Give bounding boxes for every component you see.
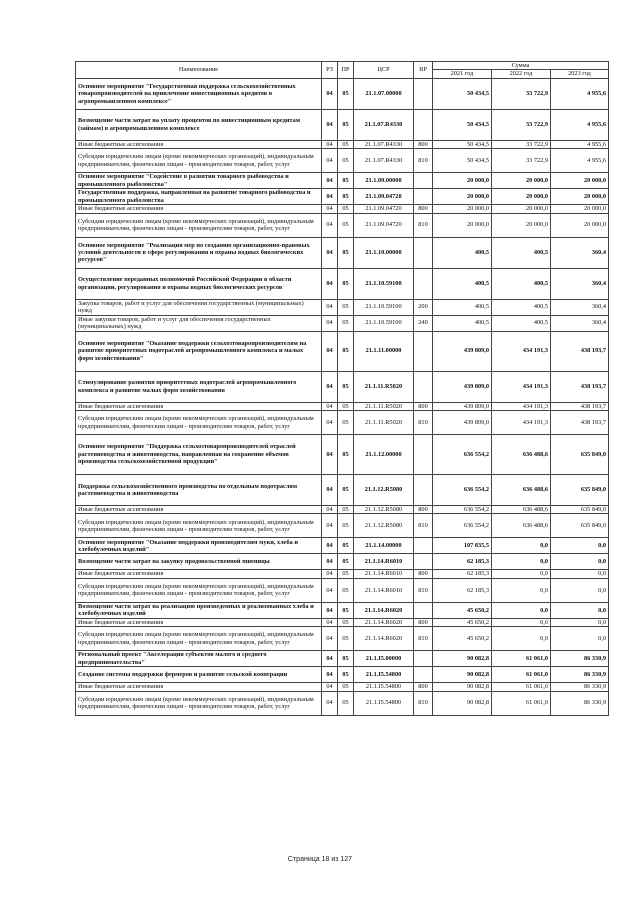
cell-2023: 20 000,0 <box>551 213 609 237</box>
cell-vr: 810 <box>414 411 433 435</box>
cell-pr: 05 <box>338 435 354 475</box>
cell-2021: 439 809,0 <box>433 402 492 410</box>
cell-pr: 05 <box>338 618 354 626</box>
cell-2021: 50 434,5 <box>433 109 492 140</box>
table-row <box>76 506 609 514</box>
table-row <box>76 538 609 554</box>
table-row <box>76 578 609 602</box>
cell-pr: 05 <box>338 506 354 514</box>
cell-csr: 21.1.I5.00000 <box>354 651 414 667</box>
cell-name: Основное мероприятие "Реализация мер по созданию организационно-правовых условий деятельности в сфере регулирования и охраны водных биологических ресурсов" <box>76 237 322 268</box>
cell-name: Государственная поддержка, направленная на развитие товарного рыбоводства и промышленного рыболовства <box>76 189 322 205</box>
cell-pr: 05 <box>338 213 354 237</box>
cell-rz: 04 <box>322 554 338 570</box>
cell-2021: 400,5 <box>433 315 492 331</box>
cell-vr: 810 <box>414 149 433 173</box>
cell-vr <box>414 538 433 554</box>
cell-2022: 434 191,3 <box>492 331 551 371</box>
cell-pr: 05 <box>338 538 354 554</box>
cell-csr: 21.1.12.R5080 <box>354 506 414 514</box>
cell-vr: 240 <box>414 315 433 331</box>
cell-csr: 21.1.12.00000 <box>354 435 414 475</box>
cell-name: Основное мероприятие "Поддержка сельхозтоваропроизводителей отраслей растениеводства и животноводства, направленная на сохранение объемов производства сельскохозяйственной продукции" <box>76 435 322 475</box>
cell-2022: 33 722,9 <box>492 140 551 148</box>
cell-2021: 636 554,2 <box>433 506 492 514</box>
cell-2023: 20 000,0 <box>551 189 609 205</box>
cell-2023: 4 955,6 <box>551 140 609 148</box>
cell-name: Возмещение части затрат на реализацию произведенных и реализованных хлеба и хлебобулочных изделий <box>76 602 322 618</box>
cell-vr: 810 <box>414 627 433 651</box>
cell-rz: 04 <box>322 435 338 475</box>
cell-csr: 21.1.10.59100 <box>354 315 414 331</box>
cell-csr: 21.1.11.R5020 <box>354 402 414 410</box>
cell-2023: 635 849,0 <box>551 506 609 514</box>
header-csr: ЦСР <box>354 62 414 79</box>
cell-name: Поддержка сельскохозяйственного производства по отдельным подотраслям растениеводства и животноводства <box>76 475 322 506</box>
cell-2023: 20 000,0 <box>551 205 609 213</box>
cell-rz: 04 <box>322 315 338 331</box>
cell-rz: 04 <box>322 602 338 618</box>
cell-2023: 0,0 <box>551 538 609 554</box>
cell-2021: 400,5 <box>433 268 492 299</box>
cell-name: Иные бюджетные ассигнования <box>76 140 322 148</box>
cell-rz: 04 <box>322 618 338 626</box>
cell-pr: 05 <box>338 627 354 651</box>
cell-2022: 0,0 <box>492 627 551 651</box>
cell-name: Субсидии юридическим лицам (кроме некоммерческих организаций), индивидуальным предпринимателям, физическим лицам - производителям товаров, работ, услуг <box>76 578 322 602</box>
cell-2022: 0,0 <box>492 570 551 578</box>
cell-vr: 810 <box>414 213 433 237</box>
cell-name: Основное мероприятие "Оказание поддержки сельхозтоваропроизводителям на развитие приоритетных подотраслей агропромышленного комплекса и малых форм хозяйствования" <box>76 331 322 371</box>
cell-rz: 04 <box>322 189 338 205</box>
cell-2022: 636 488,6 <box>492 514 551 538</box>
cell-csr: 21.1.14.R6010 <box>354 570 414 578</box>
table-row <box>76 315 609 331</box>
cell-vr: 800 <box>414 618 433 626</box>
budget-table <box>75 61 609 716</box>
cell-csr: 21.1.07.R4330 <box>354 140 414 148</box>
cell-rz: 04 <box>322 538 338 554</box>
cell-vr: 810 <box>414 578 433 602</box>
cell-2023: 86 330,9 <box>551 667 609 683</box>
table-row <box>76 475 609 506</box>
cell-csr: 21.1.11.00000 <box>354 331 414 371</box>
cell-2022: 400,5 <box>492 268 551 299</box>
cell-vr <box>414 268 433 299</box>
table-row <box>76 411 609 435</box>
table-row <box>76 237 609 268</box>
cell-2022: 20 000,0 <box>492 189 551 205</box>
cell-name: Субсидии юридическим лицам (кроме некоммерческих организаций), индивидуальным предпринимателям, физическим лицам - производителям товаров, работ, услуг <box>76 213 322 237</box>
cell-pr: 05 <box>338 651 354 667</box>
cell-vr <box>414 109 433 140</box>
cell-vr: 810 <box>414 691 433 715</box>
table-row <box>76 140 609 148</box>
cell-csr: 21.1.14.R6020 <box>354 618 414 626</box>
table-row <box>76 205 609 213</box>
cell-csr: 21.1.10.59100 <box>354 299 414 315</box>
cell-vr <box>414 189 433 205</box>
cell-pr: 05 <box>338 667 354 683</box>
cell-rz: 04 <box>322 237 338 268</box>
cell-2023: 4 955,6 <box>551 78 609 109</box>
table-row <box>76 651 609 667</box>
table-row <box>76 78 609 109</box>
cell-rz: 04 <box>322 514 338 538</box>
cell-2022: 636 488,6 <box>492 475 551 506</box>
cell-name: Иные бюджетные ассигнования <box>76 570 322 578</box>
table-row <box>76 371 609 402</box>
cell-name: Иные закупки товаров, работ и услуг для обеспечения государственных (муниципальных) нужд <box>76 315 322 331</box>
cell-name: Иные бюджетные ассигнования <box>76 402 322 410</box>
header-year-2023: 2023 год <box>551 70 609 78</box>
cell-vr: 800 <box>414 140 433 148</box>
cell-rz: 04 <box>322 149 338 173</box>
cell-2022: 61 061,0 <box>492 691 551 715</box>
cell-2023: 86 330,9 <box>551 651 609 667</box>
cell-2021: 45 650,2 <box>433 627 492 651</box>
cell-2023: 4 955,6 <box>551 149 609 173</box>
cell-pr: 05 <box>338 78 354 109</box>
table-row <box>76 109 609 140</box>
cell-2021: 636 554,2 <box>433 475 492 506</box>
cell-2022: 20 000,0 <box>492 205 551 213</box>
cell-pr: 05 <box>338 331 354 371</box>
cell-2022: 0,0 <box>492 578 551 602</box>
cell-pr: 05 <box>338 371 354 402</box>
cell-2022: 61 061,0 <box>492 683 551 691</box>
cell-pr: 05 <box>338 578 354 602</box>
cell-2023: 360,4 <box>551 268 609 299</box>
cell-2023: 86 330,9 <box>551 691 609 715</box>
cell-2022: 400,5 <box>492 299 551 315</box>
cell-vr: 200 <box>414 299 433 315</box>
cell-2023: 635 849,0 <box>551 514 609 538</box>
cell-csr: 21.1.11.R5020 <box>354 411 414 435</box>
table-row <box>76 683 609 691</box>
cell-2022: 33 722,9 <box>492 78 551 109</box>
cell-rz: 04 <box>322 331 338 371</box>
cell-pr: 05 <box>338 514 354 538</box>
cell-csr: 21.1.12.R5080 <box>354 475 414 506</box>
cell-2022: 434 191,3 <box>492 371 551 402</box>
cell-2022: 61 061,0 <box>492 651 551 667</box>
cell-csr: 21.1.I5.54800 <box>354 691 414 715</box>
table-row <box>76 435 609 475</box>
header-pr: ПР <box>338 62 354 79</box>
cell-2021: 62 185,3 <box>433 554 492 570</box>
cell-2023: 438 193,7 <box>551 371 609 402</box>
cell-pr: 05 <box>338 691 354 715</box>
cell-name: Иные бюджетные ассигнования <box>76 618 322 626</box>
cell-2021: 50 434,5 <box>433 78 492 109</box>
cell-2023: 0,0 <box>551 578 609 602</box>
cell-csr: 21.1.09.04720 <box>354 213 414 237</box>
cell-2021: 400,5 <box>433 237 492 268</box>
table-row <box>76 173 609 189</box>
cell-2022: 434 191,3 <box>492 411 551 435</box>
cell-name: Субсидии юридическим лицам (кроме некоммерческих организаций), индивидуальным предпринимателям, физическим лицам - производителям товаров, работ, услуг <box>76 691 322 715</box>
cell-pr: 05 <box>338 205 354 213</box>
cell-vr: 800 <box>414 506 433 514</box>
cell-rz: 04 <box>322 205 338 213</box>
cell-pr: 05 <box>338 268 354 299</box>
table-row <box>76 213 609 237</box>
cell-rz: 04 <box>322 78 338 109</box>
cell-2021: 90 082,8 <box>433 667 492 683</box>
cell-2022: 0,0 <box>492 554 551 570</box>
cell-2022: 0,0 <box>492 602 551 618</box>
header-name: Наименование <box>76 62 322 79</box>
cell-pr: 05 <box>338 149 354 173</box>
cell-csr: 21.1.14.R6010 <box>354 554 414 570</box>
header-vr: ВР <box>414 62 433 79</box>
cell-pr: 05 <box>338 173 354 189</box>
table-body <box>76 78 609 715</box>
cell-2022: 434 191,3 <box>492 402 551 410</box>
cell-name: Иные бюджетные ассигнования <box>76 506 322 514</box>
cell-csr: 21.1.14.R6010 <box>354 578 414 602</box>
cell-2021: 636 554,2 <box>433 435 492 475</box>
header-year-2021: 2021 год <box>433 70 492 78</box>
cell-name: Субсидии юридическим лицам (кроме некоммерческих организаций), индивидуальным предпринимателям, физическим лицам - производителям товаров, работ, услуг <box>76 514 322 538</box>
cell-rz: 04 <box>322 651 338 667</box>
cell-rz: 04 <box>322 140 338 148</box>
cell-2021: 62 185,3 <box>433 578 492 602</box>
cell-name: Субсидии юридическим лицам (кроме некоммерческих организаций), индивидуальным предпринимателям, физическим лицам - производителям товаров, работ, услуг <box>76 149 322 173</box>
cell-pr: 05 <box>338 109 354 140</box>
cell-name: Стимулирование развития приоритетных подотраслей агропромышленного комплекса и развитие малых форм хозяйствования <box>76 371 322 402</box>
cell-pr: 05 <box>338 602 354 618</box>
cell-vr <box>414 651 433 667</box>
cell-name: Создание системы поддержки фермеров и развитие сельской кооперации <box>76 667 322 683</box>
cell-2022: 636 488,6 <box>492 506 551 514</box>
cell-2021: 90 082,8 <box>433 691 492 715</box>
cell-2021: 62 185,3 <box>433 570 492 578</box>
cell-pr: 05 <box>338 402 354 410</box>
cell-2021: 20 000,0 <box>433 205 492 213</box>
cell-rz: 04 <box>322 268 338 299</box>
cell-rz: 04 <box>322 173 338 189</box>
cell-pr: 05 <box>338 140 354 148</box>
cell-2023: 4 955,6 <box>551 109 609 140</box>
cell-rz: 04 <box>322 411 338 435</box>
cell-csr: 21.1.11.R5020 <box>354 371 414 402</box>
cell-name: Иные бюджетные ассигнования <box>76 683 322 691</box>
table-row <box>76 667 609 683</box>
cell-vr: 800 <box>414 205 433 213</box>
cell-pr: 05 <box>338 570 354 578</box>
cell-2022: 400,5 <box>492 237 551 268</box>
cell-2021: 107 835,5 <box>433 538 492 554</box>
table-row <box>76 602 609 618</box>
cell-rz: 04 <box>322 371 338 402</box>
cell-vr <box>414 237 433 268</box>
table-row <box>76 627 609 651</box>
cell-rz: 04 <box>322 213 338 237</box>
cell-vr <box>414 475 433 506</box>
cell-2023: 20 000,0 <box>551 173 609 189</box>
cell-csr: 21.1.09.04720 <box>354 205 414 213</box>
cell-rz: 04 <box>322 683 338 691</box>
cell-pr: 05 <box>338 554 354 570</box>
cell-2023: 0,0 <box>551 602 609 618</box>
cell-2022: 400,5 <box>492 315 551 331</box>
cell-pr: 05 <box>338 237 354 268</box>
cell-2023: 360,4 <box>551 299 609 315</box>
cell-pr: 05 <box>338 315 354 331</box>
cell-csr: 21.1.10.59100 <box>354 268 414 299</box>
cell-2023: 0,0 <box>551 618 609 626</box>
cell-2021: 439 809,0 <box>433 331 492 371</box>
cell-name: Основное мероприятие "Содействие в развитии товарного рыбоводства и промышленного рыболовства" <box>76 173 322 189</box>
cell-pr: 05 <box>338 299 354 315</box>
cell-2023: 360,4 <box>551 237 609 268</box>
cell-vr <box>414 435 433 475</box>
page-footer: Страница 18 из 127 <box>287 856 353 863</box>
cell-vr <box>414 371 433 402</box>
cell-pr: 05 <box>338 189 354 205</box>
table-row <box>76 299 609 315</box>
cell-2021: 50 434,5 <box>433 140 492 148</box>
cell-2022: 20 000,0 <box>492 173 551 189</box>
cell-vr: 800 <box>414 683 433 691</box>
cell-vr <box>414 78 433 109</box>
cell-pr: 05 <box>338 475 354 506</box>
cell-csr: 21.1.12.R5080 <box>354 514 414 538</box>
cell-rz: 04 <box>322 506 338 514</box>
table-row <box>76 268 609 299</box>
cell-rz: 04 <box>322 667 338 683</box>
cell-2023: 0,0 <box>551 627 609 651</box>
cell-2022: 33 722,9 <box>492 149 551 173</box>
table-row <box>76 149 609 173</box>
cell-2021: 400,5 <box>433 299 492 315</box>
header-year-2022: 2022 год <box>492 70 551 78</box>
cell-rz: 04 <box>322 627 338 651</box>
cell-csr: 21.1.I5.54800 <box>354 683 414 691</box>
cell-2022: 20 000,0 <box>492 213 551 237</box>
cell-pr: 05 <box>338 683 354 691</box>
cell-name: Региональный проект "Акселерация субъектов малого и среднего предпринимательства" <box>76 651 322 667</box>
cell-csr: 21.1.14.R6020 <box>354 602 414 618</box>
cell-2022: 636 488,6 <box>492 435 551 475</box>
cell-2023: 438 193,7 <box>551 331 609 371</box>
cell-2021: 90 082,8 <box>433 651 492 667</box>
cell-name: Закупка товаров, работ и услуг для обеспечения государственных (муниципальных) нужд <box>76 299 322 315</box>
cell-name: Иные бюджетные ассигнования <box>76 205 322 213</box>
cell-csr: 21.1.14.00000 <box>354 538 414 554</box>
cell-2023: 635 849,0 <box>551 435 609 475</box>
cell-2023: 635 849,0 <box>551 475 609 506</box>
cell-2021: 90 082,8 <box>433 683 492 691</box>
header-sum: Сумма <box>433 62 609 70</box>
table-row <box>76 514 609 538</box>
table-row <box>76 554 609 570</box>
cell-2022: 33 722,9 <box>492 109 551 140</box>
table-row <box>76 331 609 371</box>
table-row <box>76 691 609 715</box>
cell-rz: 04 <box>322 570 338 578</box>
cell-2023: 360,4 <box>551 315 609 331</box>
cell-rz: 04 <box>322 475 338 506</box>
cell-csr: 21.1.10.00000 <box>354 237 414 268</box>
cell-rz: 04 <box>322 109 338 140</box>
cell-vr: 800 <box>414 402 433 410</box>
cell-rz: 04 <box>322 299 338 315</box>
cell-name: Возмещение части затрат на уплату процентов по инвестиционным кредитам (займам) в агропромышленном комплексе <box>76 109 322 140</box>
cell-2022: 0,0 <box>492 538 551 554</box>
cell-name: Субсидии юридическим лицам (кроме некоммерческих организаций), индивидуальным предпринимателям, физическим лицам - производителям товаров, работ, услуг <box>76 411 322 435</box>
cell-csr: 21.1.07.R4330 <box>354 149 414 173</box>
cell-2021: 20 000,0 <box>433 213 492 237</box>
cell-2023: 86 330,9 <box>551 683 609 691</box>
cell-2021: 45 650,2 <box>433 618 492 626</box>
cell-vr <box>414 331 433 371</box>
cell-csr: 21.1.09.04720 <box>354 189 414 205</box>
cell-2023: 438 193,7 <box>551 411 609 435</box>
cell-csr: 21.1.07.R4330 <box>354 109 414 140</box>
cell-vr <box>414 554 433 570</box>
cell-vr <box>414 173 433 189</box>
cell-vr <box>414 667 433 683</box>
cell-name: Основное мероприятие "Оказание поддержки производителям муки, хлеба и хлебобулочных изделий" <box>76 538 322 554</box>
cell-name: Осуществление переданных полномочий Российской Федерации в области организации, регулирования и охраны водных биологических ресурсов <box>76 268 322 299</box>
cell-csr: 21.1.07.00000 <box>354 78 414 109</box>
cell-2021: 45 650,2 <box>433 602 492 618</box>
cell-2021: 20 000,0 <box>433 189 492 205</box>
cell-2021: 636 554,2 <box>433 514 492 538</box>
cell-pr: 05 <box>338 411 354 435</box>
cell-2021: 439 809,0 <box>433 371 492 402</box>
cell-vr: 810 <box>414 514 433 538</box>
cell-name: Основное мероприятие "Государственная поддержка сельскохозяйственных товаропроизводителей на привлечение инвестиционных кредитов в агропромышленном комплексе" <box>76 78 322 109</box>
cell-vr: 800 <box>414 570 433 578</box>
table-row <box>76 402 609 410</box>
header-rz: РЗ <box>322 62 338 79</box>
cell-2022: 0,0 <box>492 618 551 626</box>
cell-csr: 21.1.14.R6020 <box>354 627 414 651</box>
cell-name: Возмещение части затрат на закупку продовольственной пшеницы <box>76 554 322 570</box>
table-row <box>76 570 609 578</box>
cell-rz: 04 <box>322 402 338 410</box>
cell-2021: 50 434,5 <box>433 149 492 173</box>
cell-2023: 0,0 <box>551 570 609 578</box>
table-row <box>76 618 609 626</box>
table-row <box>76 189 609 205</box>
cell-2022: 61 061,0 <box>492 667 551 683</box>
cell-rz: 04 <box>322 578 338 602</box>
cell-2021: 20 000,0 <box>433 173 492 189</box>
cell-2023: 438 193,7 <box>551 402 609 410</box>
cell-name: Субсидии юридическим лицам (кроме некоммерческих организаций), индивидуальным предпринимателям, физическим лицам - производителям товаров, работ, услуг <box>76 627 322 651</box>
cell-2023: 0,0 <box>551 554 609 570</box>
cell-vr <box>414 602 433 618</box>
cell-csr: 21.1.09.00000 <box>354 173 414 189</box>
cell-csr: 21.1.I5.54800 <box>354 667 414 683</box>
cell-rz: 04 <box>322 691 338 715</box>
cell-2021: 439 809,0 <box>433 411 492 435</box>
